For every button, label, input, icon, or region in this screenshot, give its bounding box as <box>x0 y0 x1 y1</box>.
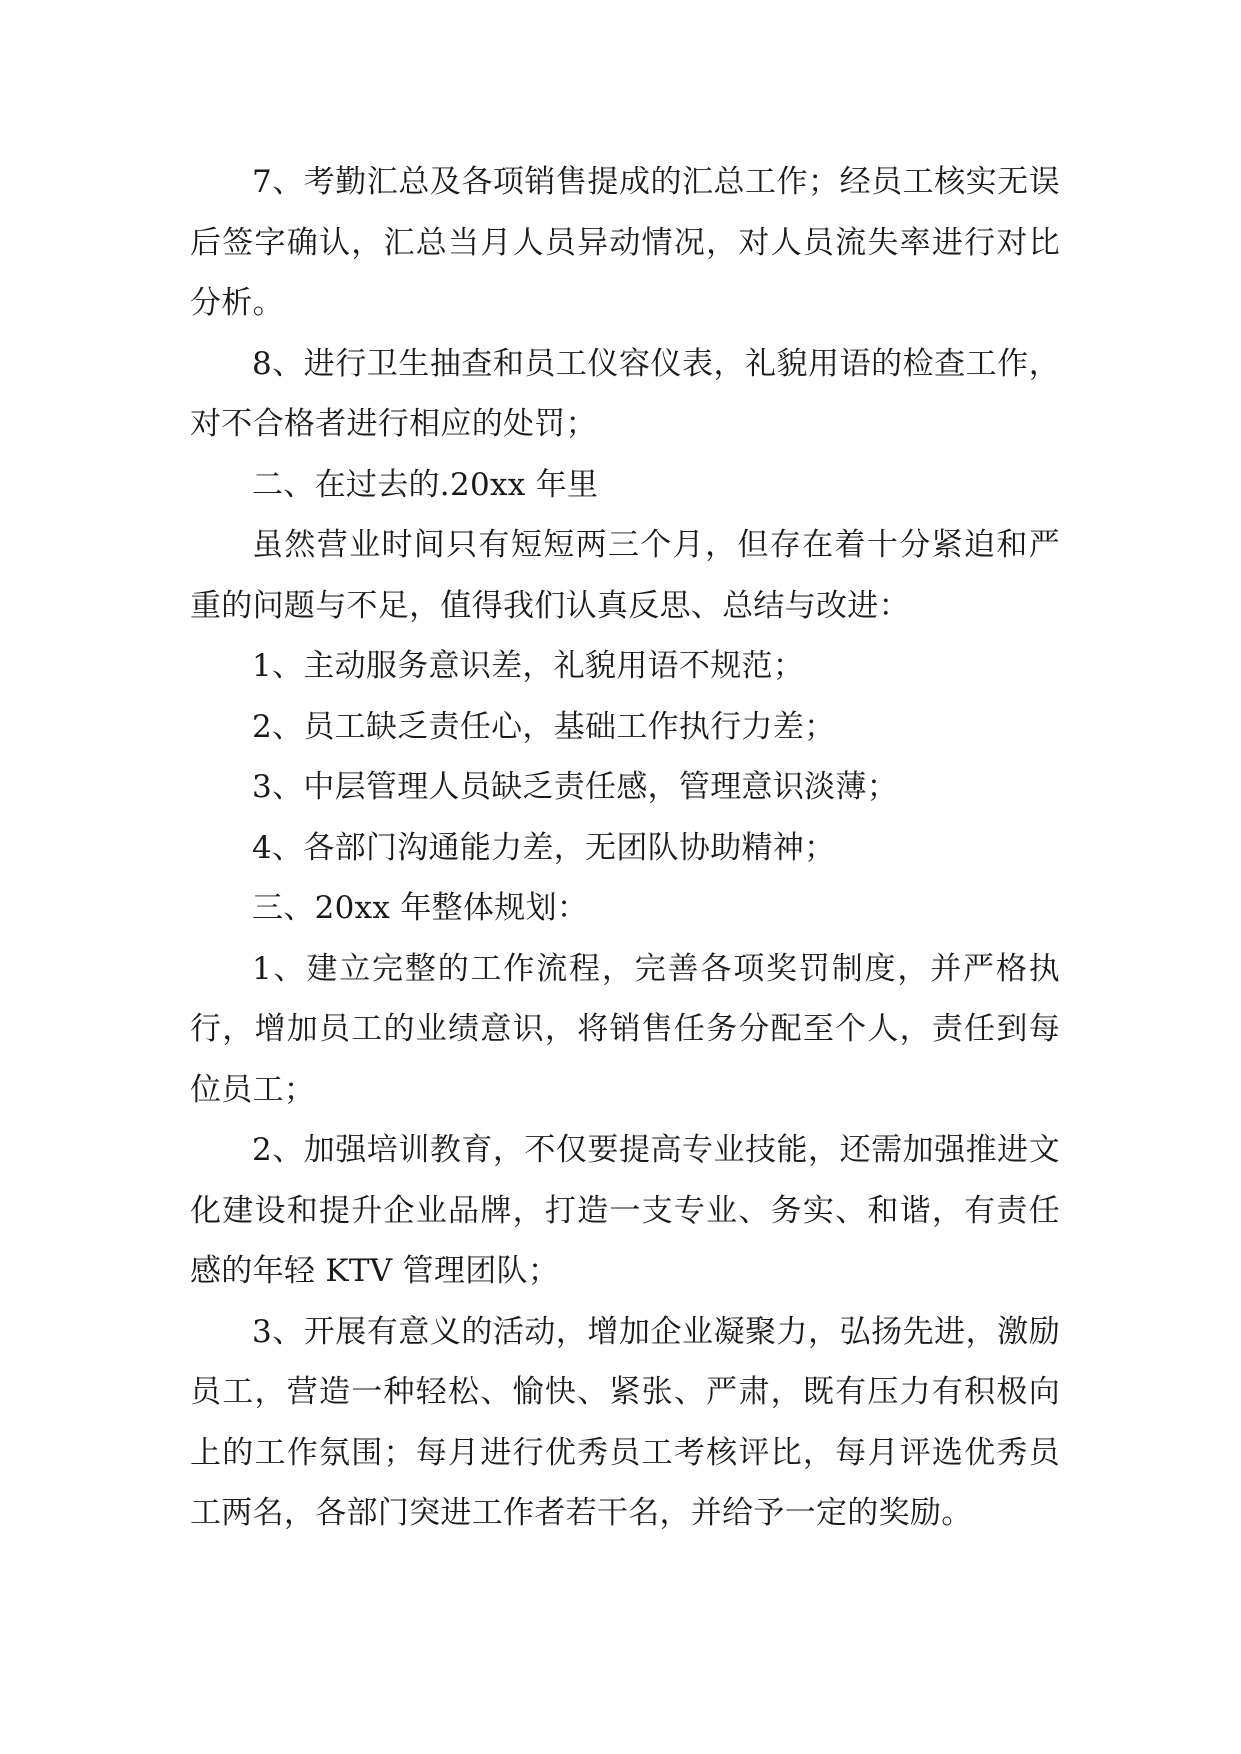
section-heading-overall-plan: 三、20xx 年整体规划： <box>252 890 589 926</box>
paragraph-item-8-hygiene: 8、进行卫生抽查和员工仪容仪表，礼貌用语的检查工作，对不合格者进行相应的处罚； <box>190 345 1060 442</box>
problem-item-1: 1、主动服务意识差，礼貌用语不规范； <box>252 648 805 684</box>
section-heading-past-year: 二、在过去的.20xx 年里 <box>252 466 599 503</box>
paragraph-item-7-attendance: 7、考勤汇总及各项销售提成的汇总工作；经员工核实无误后签字确认，汇总当月人员异动情况，对人员流失率进行对比分析。 <box>190 164 1060 321</box>
problem-item-4: 4、各部门沟通能力差，无团队协助精神； <box>252 829 836 866</box>
plan-item-1: 1、建立完整的工作流程，完善各项奖罚制度，并严格执行，增加员工的业绩意识，将销售任务分配至个人，责任到每位员工； <box>190 950 1060 1108</box>
plan-item-2: 2、加强培训教育，不仅要提高专业技能，还需加强推进文化建设和提升企业品牌，打造一支专业、务实、和谐，有责任感的年轻 KTV 管理团队； <box>190 1132 1060 1289</box>
document-body <box>190 152 1060 1544</box>
paragraph-problems-intro: 虽然营业时间只有短短两三个月，但存在着十分紧迫和严重的问题与不足，值得我们认真反思、总结与改进： <box>190 527 1060 624</box>
plan-item-3: 3、开展有意义的活动，增加企业凝聚力，弘扬先进，激励员工，营造一种轻松、愉快、紧张、严肃，既有压力有积极向上的工作氛围；每月进行优秀员工考核评比，每月评选优秀员工两名，各部门突进工作者若干名，并给予一定的奖励。 <box>190 1313 1060 1531</box>
problem-item-2: 2、员工缺乏责任心，基础工作执行力差； <box>252 708 836 745</box>
problem-item-3: 3、中层管理人员缺乏责任感，管理意识淡薄； <box>252 769 899 805</box>
